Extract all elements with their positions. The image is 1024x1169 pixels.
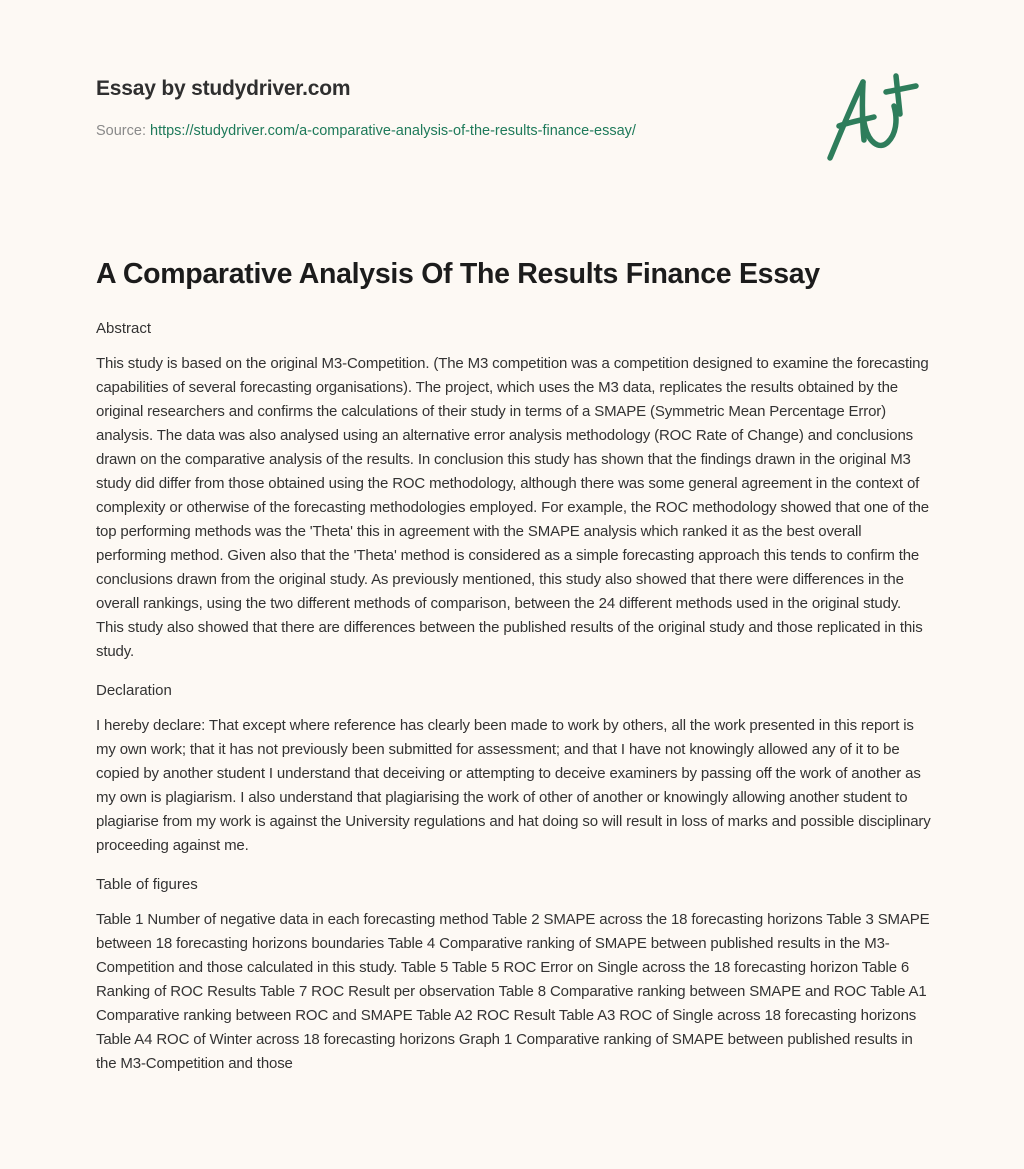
declaration-paragraph: I hereby declare: That except where reference has clearly been made to work by others, all the work presented in this report is my own work; that it has not previously been submitted for assessment; and that I have not knowingly allowed any of it to be copied by another student I understand that deceiving or attempting to deceive examiners by passing off the work of another as my own is plagiarism. I also understand that plagiarising the work of other of another or knowingly allowing another student to plagiarise from my work is against the University regulations and hat doing so will result in loss of marks and possible disciplinary proceeding against me. — [96, 717, 931, 854]
site-title: Essay by studydriver.com — [96, 77, 351, 100]
source-label: Source: — [96, 123, 150, 139]
article — [96, 252, 932, 1092]
a-plus-grade-icon — [818, 62, 938, 172]
section-heading-table-of-figures: Table of figures — [96, 876, 198, 893]
table-of-figures-paragraph: Table 1 Number of negative data in each forecasting method Table 2 SMAPE across the 18 forecasting horizons Table 3 SMAPE between 18 forecasting horizons boundaries Table 4 Comparative ranking of SMAPE between published results in the M3-Competition and those calculated in this study. Table 5 Table 5 ROC Error on Single across the 18 forecasting horizon Table 6 Ranking of ROC Results Table 7 ROC Result per observation Table 8 Comparative ranking between SMAPE and ROC Table A1 Comparative ranking between ROC and SMAPE Table A2 ROC Result Table A3 ROC of Single across 18 forecasting horizons Table A4 ROC of Winter across 18 forecasting horizons Graph 1 Comparative ranking of SMAPE between published results in the M3-Competition and those — [96, 911, 930, 1072]
source-line — [96, 121, 796, 141]
source-link[interactable]: https://studydriver.com/a-comparative-analysis-of-the-results-finance-essay/ — [150, 123, 636, 139]
section-table-of-figures — [96, 874, 932, 1076]
section-heading-declaration: Declaration — [96, 682, 172, 699]
page-title: A Comparative Analysis Of The Results Finance Essay — [96, 258, 820, 290]
page-header — [96, 74, 796, 141]
section-declaration — [96, 680, 932, 858]
abstract-paragraph: This study is based on the original M3-Competition. (The M3 competition was a competition designed to examine the forecasting capabilities of several forecasting organisations). The project, which uses the M3 data, replicates the results obtained by the original researchers and confirms the calculations of their study in terms of a SMAPE (Symmetric Mean Percentage Error) analysis. The data was also analysed using an alternative error analysis methodology (ROC Rate of Change) and conclusions drawn on the comparative analysis of the results. In conclusion this study has shown that the findings drawn in the original M3 study did differ from those obtained using the ROC methodology, although there was some general agreement in the context of complexity or otherwise of the forecasting methodologies employed. For example, the ROC methodology showed that one of the top performing methods was the 'Theta' this in agreement with the SMAPE analysis which ranked it as the best overall performing method. Given also that the 'Theta' method is considered as a simple forecasting approach this tends to confirm the conclusions drawn from the original study. As previously mentioned, this study also showed that there were differences in the overall rankings, using the two different methods of comparison, between the 24 different methods used in the original study. This study also showed that there are differences between the published results of the original study and those replicated in this study. — [96, 355, 929, 660]
section-heading-abstract: Abstract — [96, 320, 152, 337]
section-abstract — [96, 318, 932, 664]
